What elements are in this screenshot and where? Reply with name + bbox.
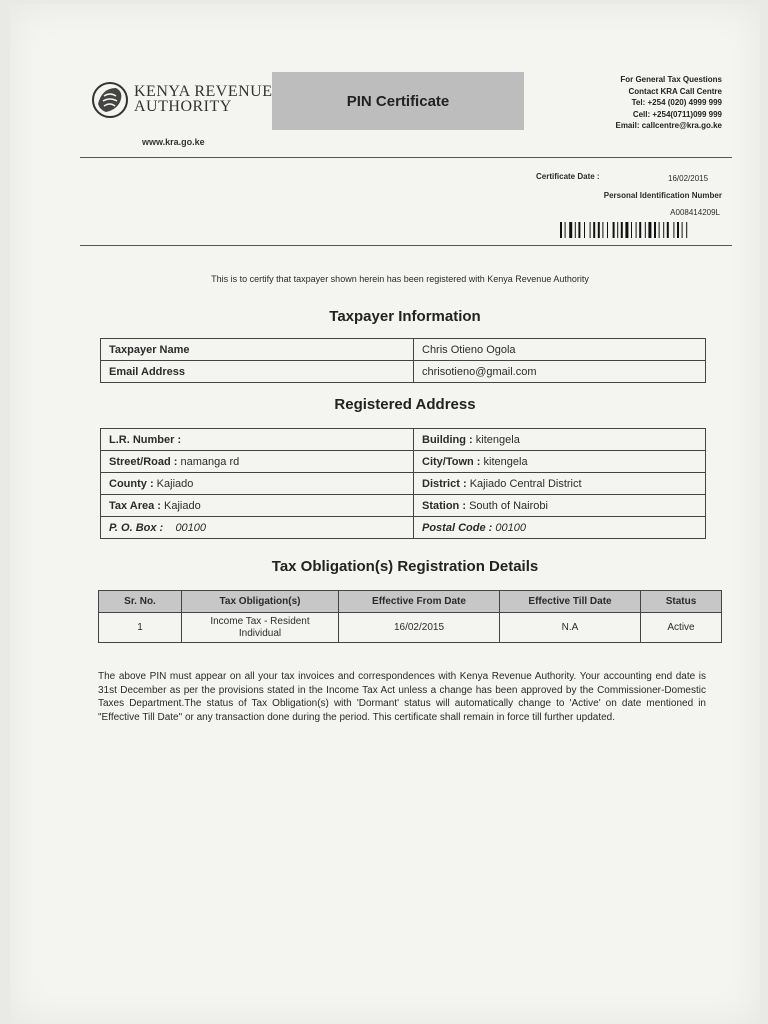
barcode-bar bbox=[569, 222, 572, 238]
address-table bbox=[100, 428, 706, 539]
header-divider bbox=[80, 157, 732, 158]
obligations-section-title: Tax Obligation(s) Registration Details bbox=[271, 558, 539, 575]
tax-area-label: Tax Area : bbox=[109, 499, 161, 512]
footer-notice: The above PIN must appear on all your tax invoices and correspondences with Kenya Revenue Authority. Your accounting end date is 31st December as per the provisions stated in the Income Tax Act unless a change has been approved by the Commissioner-Domestic Taxes Department.The status of Tax Obligation(s) with 'Dormant' status will automatically change to 'Active' on date mentioned in "Effective Till Date" or any transaction done during the period. This certificate shall remain in force till further updated. bbox=[98, 671, 706, 723]
city-label: City/Town : bbox=[422, 455, 481, 468]
barcode-bar bbox=[667, 222, 669, 238]
table-row bbox=[101, 473, 706, 495]
barcode-bar bbox=[625, 222, 628, 238]
org-name bbox=[134, 84, 273, 114]
certificate-date-value: 16/02/2015 bbox=[668, 174, 709, 183]
contact-line: Tel: +254 (020) 4999 999 bbox=[631, 98, 722, 107]
building-value: kitengela bbox=[475, 433, 520, 446]
barcode-bar bbox=[560, 222, 562, 238]
table-header-row bbox=[99, 591, 722, 613]
contact-block bbox=[560, 74, 722, 132]
station-label: Station : bbox=[422, 499, 466, 512]
document-title: PIN Certificate bbox=[272, 72, 524, 130]
table-row bbox=[101, 517, 706, 539]
barcode-bar bbox=[659, 222, 660, 238]
barcode-bar bbox=[631, 222, 632, 238]
building-label: Building : bbox=[422, 433, 473, 446]
effective-from-cell: 16/02/2015 bbox=[339, 613, 500, 643]
taxpayer-name-label: Taxpayer Name bbox=[101, 339, 414, 361]
city-value: kitengela bbox=[483, 455, 528, 468]
contact-line: Cell: +254(0711)099 999 bbox=[632, 109, 722, 119]
barcode-bar bbox=[575, 222, 576, 238]
header-status: Status bbox=[641, 591, 722, 613]
barcode-bar bbox=[682, 222, 683, 238]
taxpayer-section-title: Taxpayer Information bbox=[329, 308, 481, 325]
barcode-bar bbox=[617, 222, 618, 238]
email-value: chrisotieno@gmail.com bbox=[414, 361, 706, 383]
barcode-bar bbox=[607, 222, 608, 238]
table-row bbox=[101, 429, 706, 451]
barcode-bar bbox=[602, 222, 603, 238]
address-cell bbox=[414, 473, 706, 495]
header-effective-till: Effective Till Date bbox=[500, 591, 641, 613]
barcode-bar bbox=[639, 222, 641, 238]
sr-no-cell: 1 bbox=[99, 613, 182, 643]
barcode-bar bbox=[663, 222, 664, 238]
street-value: namanga rd bbox=[180, 455, 240, 468]
pin-value: A008414209L bbox=[670, 208, 720, 217]
county-value: Kajiado bbox=[156, 477, 194, 490]
address-cell bbox=[414, 495, 706, 517]
table-row bbox=[101, 451, 706, 473]
contact-email: Email: callcentre@kra.go.ke bbox=[615, 121, 722, 130]
header-tax-obligation: Tax Obligation(s) bbox=[182, 591, 339, 613]
address-cell bbox=[101, 517, 414, 539]
taxpayer-table bbox=[100, 338, 706, 383]
certificate-date-label: Certificate Date : bbox=[536, 172, 600, 181]
postal-code-value: 00100 bbox=[495, 521, 526, 534]
address-cell bbox=[101, 495, 414, 517]
station-value: South of Nairobi bbox=[469, 499, 548, 512]
tax-obligation-cell: Income Tax - Resident Individual bbox=[182, 613, 339, 643]
barcode-bar bbox=[598, 222, 600, 238]
meta-divider bbox=[80, 245, 732, 246]
barcode-bar bbox=[593, 222, 595, 238]
barcode-bar bbox=[590, 222, 591, 238]
taxpayer-name-value: Chris Otieno Ogola bbox=[414, 339, 706, 361]
barcode-bar bbox=[584, 222, 585, 238]
barcode-bar bbox=[648, 222, 651, 238]
tax-area-value: Kajiado bbox=[164, 499, 201, 512]
contact-line: Contact KRA Call Centre bbox=[628, 86, 722, 96]
address-cell bbox=[101, 473, 414, 495]
pin-label: Personal Identification Number bbox=[603, 191, 722, 200]
org-name-line2: AUTHORITY bbox=[134, 98, 232, 115]
barcode-bar bbox=[565, 222, 566, 238]
barcode-bar bbox=[645, 222, 646, 238]
address-cell bbox=[101, 451, 414, 473]
address-cell bbox=[414, 451, 706, 473]
barcode-bar bbox=[621, 222, 623, 238]
table-row bbox=[101, 339, 706, 361]
district-value: Kajiado Central District bbox=[469, 477, 582, 490]
header-sr-no: Sr. No. bbox=[99, 591, 182, 613]
org-name-line1: KENYA REVENUE bbox=[134, 83, 273, 100]
po-box-label: P. O. Box : bbox=[109, 521, 164, 534]
barcode-bar bbox=[578, 222, 580, 238]
address-section-title: Registered Address bbox=[334, 396, 476, 413]
barcode-bar bbox=[613, 222, 615, 238]
contact-line: For General Tax Questions bbox=[620, 75, 722, 84]
status-cell: Active bbox=[641, 613, 722, 643]
table-row bbox=[101, 361, 706, 383]
barcode-bar bbox=[654, 222, 656, 238]
kra-lion-logo-icon bbox=[90, 80, 130, 120]
barcode-bar bbox=[677, 222, 679, 238]
table-row bbox=[99, 613, 722, 643]
county-label: County : bbox=[109, 477, 154, 490]
lr-number-label: L.R. Number : bbox=[109, 433, 182, 446]
effective-till-cell: N.A bbox=[500, 613, 641, 643]
certify-statement: This is to certify that taxpayer shown herein has been registered with Kenya Revenue Authority bbox=[211, 274, 589, 284]
barcode-bar bbox=[686, 222, 687, 238]
barcode-bar bbox=[636, 222, 637, 238]
header-effective-from: Effective From Date bbox=[339, 591, 500, 613]
address-cell bbox=[101, 429, 414, 451]
website-link[interactable]: www.kra.go.ke bbox=[142, 137, 205, 147]
postal-code-label: Postal Code : bbox=[422, 521, 493, 534]
barcode-image bbox=[560, 222, 716, 238]
obligations-table bbox=[98, 590, 722, 643]
po-box-value: 00100 bbox=[175, 521, 207, 534]
address-cell bbox=[414, 517, 706, 539]
address-cell bbox=[414, 429, 706, 451]
street-label: Street/Road : bbox=[109, 455, 178, 468]
table-row bbox=[101, 495, 706, 517]
district-label: District : bbox=[422, 477, 467, 490]
barcode-bar bbox=[673, 222, 674, 238]
email-label: Email Address bbox=[101, 361, 414, 383]
